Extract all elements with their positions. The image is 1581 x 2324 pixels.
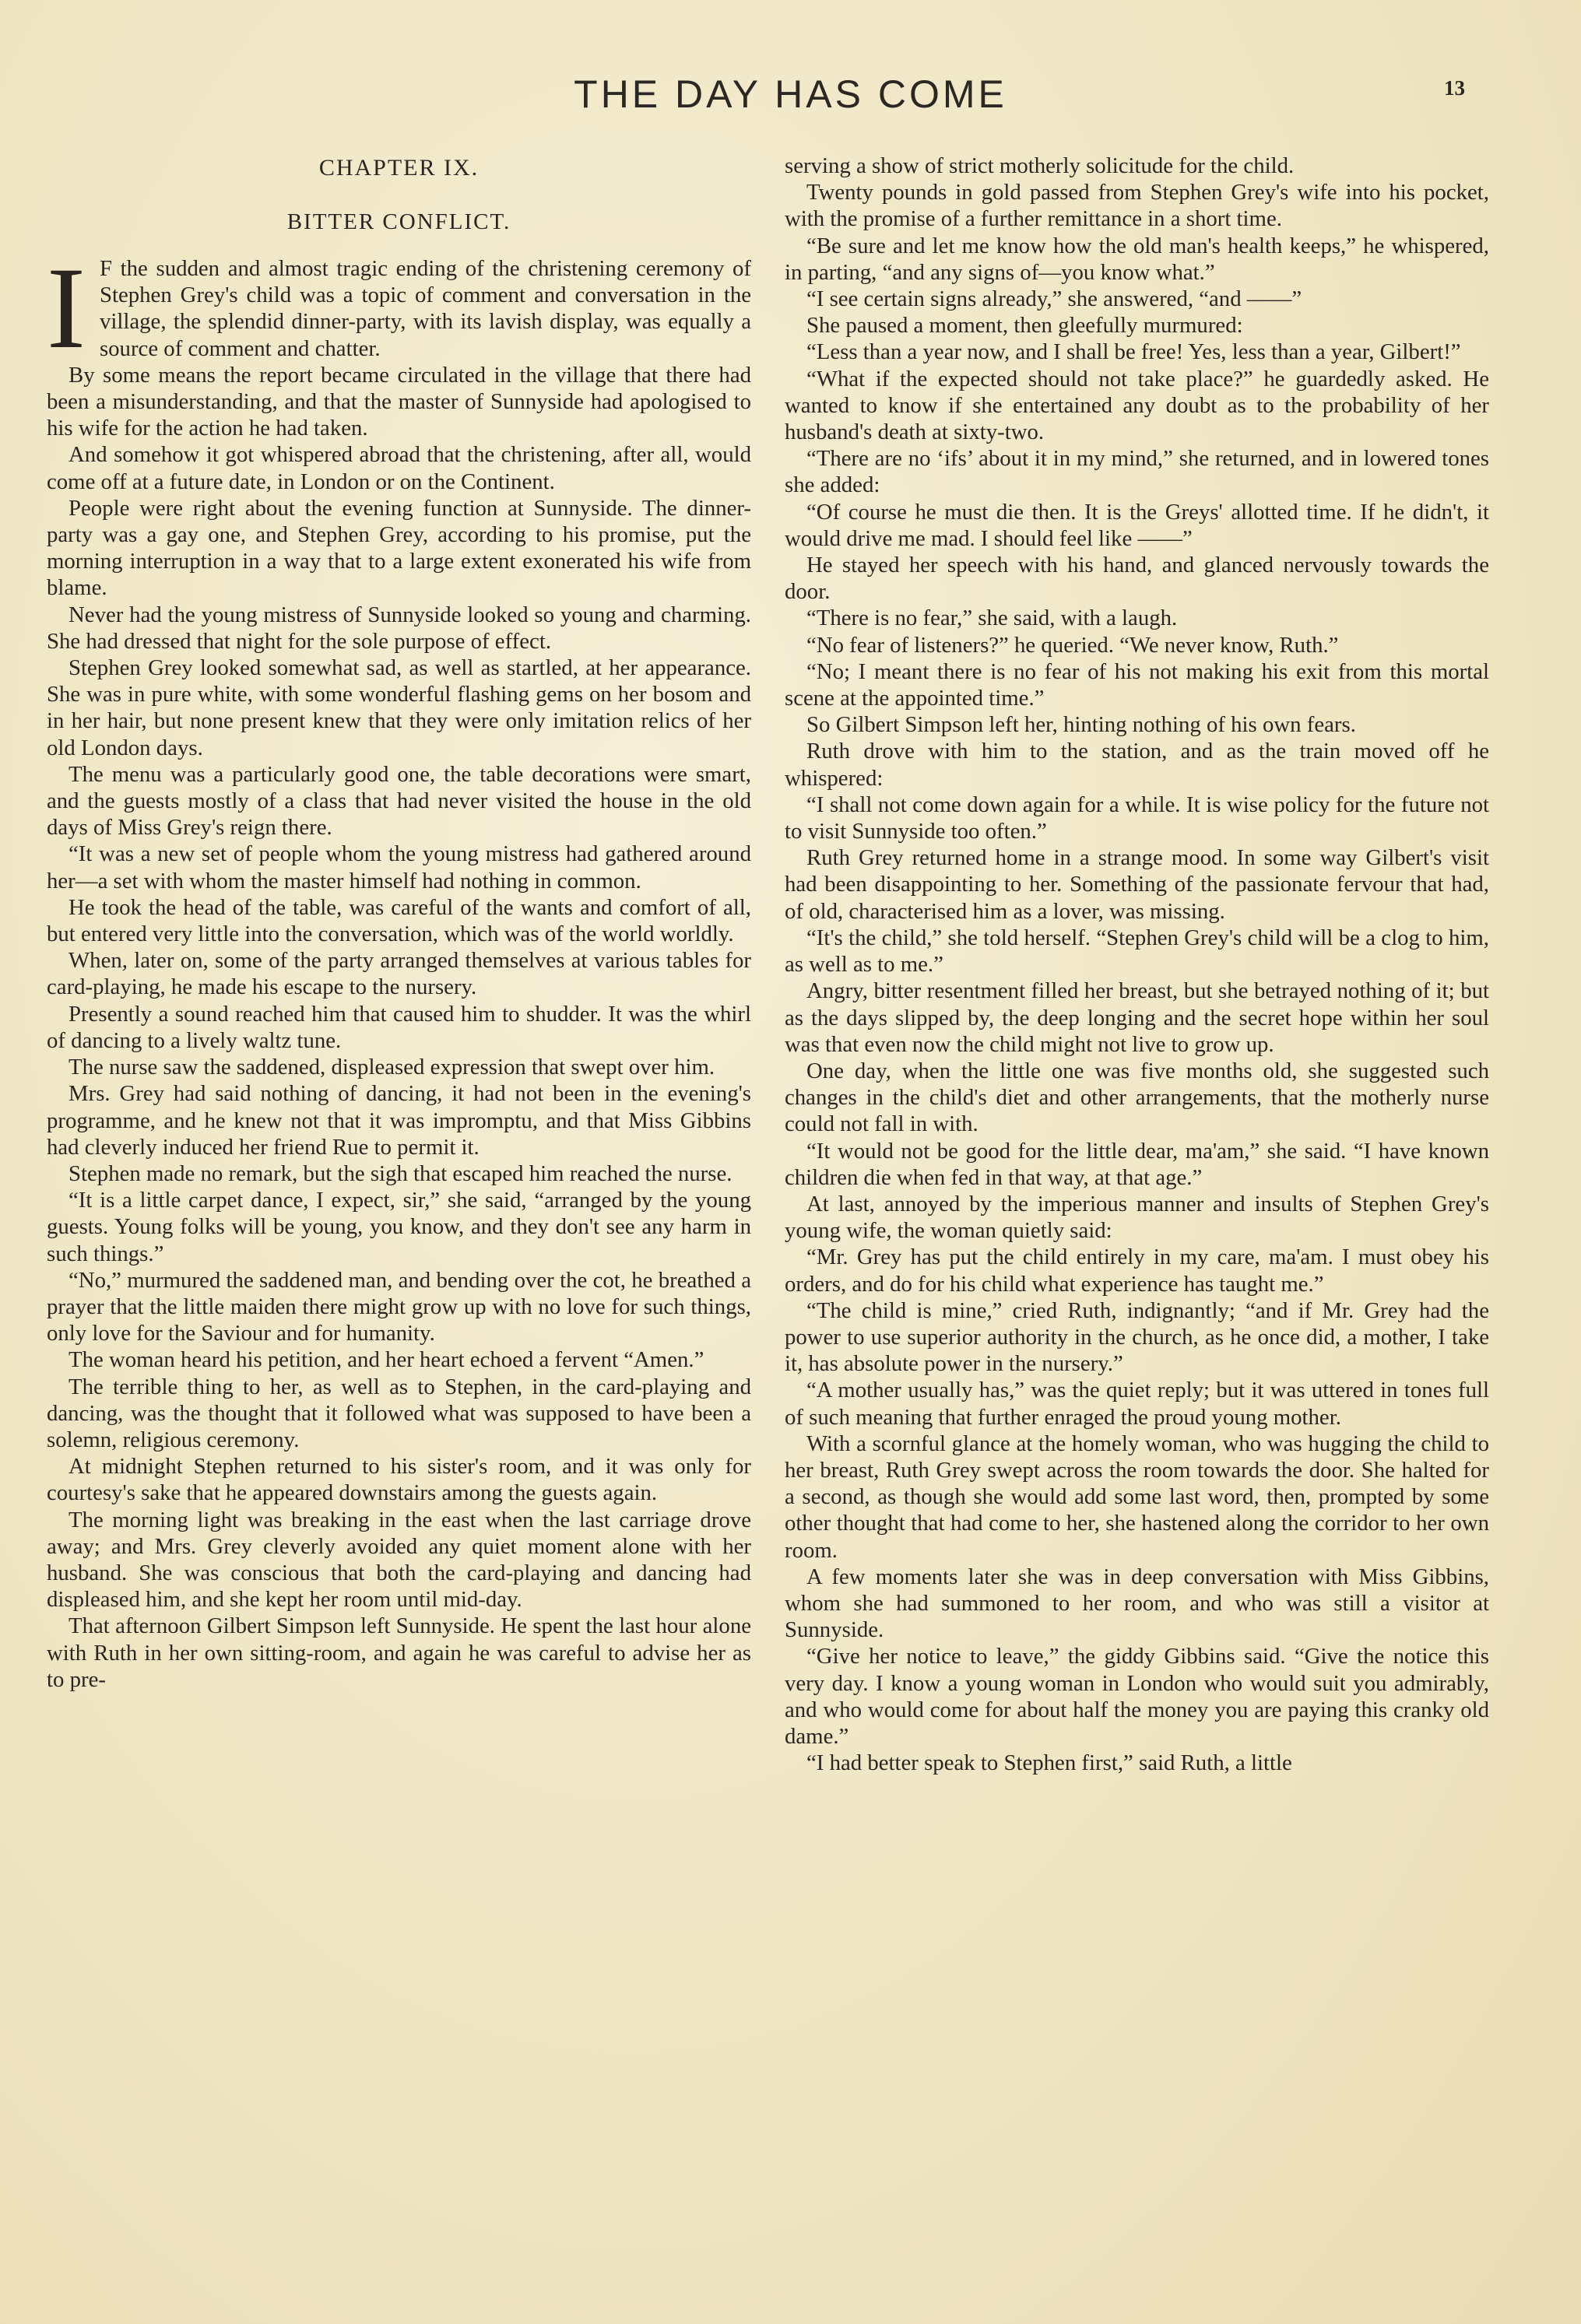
paragraph: With a scornful glance at the homely woman, who was hugging the child to her breast, Ruth Grey swept across the room towards the door. She halted for a second, as though she would add some last word, then, prompted by some other thought that had come to her, she hastened along the corridor to her own room. — [785, 1431, 1489, 1563]
left-paragraphs — [47, 362, 751, 1693]
paragraph: “There is no fear,” she said, with a laugh. — [806, 606, 1178, 631]
paragraph: “No,” murmured the saddened man, and bending over the cot, he breathed a prayer that the little maiden there might grow up with no love for such things, only love for the Saviour and for humanity. — [47, 1267, 751, 1346]
paragraph: She paused a moment, then gleefully murmured: — [806, 313, 1243, 339]
paragraph: When, later on, some of the party arranged themselves at various tables for card-playing, he made his escape to the nursery. — [47, 948, 751, 1000]
paragraph: “The child is mine,” cried Ruth, indignantly; “and if Mr. Grey had the power to use superior authority in the church, as he once did, a mother, I take it, has absolute power in the nursery.” — [785, 1297, 1489, 1377]
right-column — [785, 153, 1489, 1776]
paragraph: “What if the expected should not take place?” he guardedly asked. He wanted to know if she entertained any doubt as to the probability of her husband's death at sixty-two. — [785, 366, 1489, 445]
paragraph: The menu was a particularly good one, the table decorations were smart, and the guests mostly of a class that had never visited the house in the old days of Miss Grey's reign there. — [47, 761, 751, 841]
right-paragraphs — [785, 179, 1489, 1776]
paragraph: That afternoon Gilbert Simpson left Sunnyside. He spent the last hour alone with Ruth in her own sitting-room, and again he was careful to advise her as to pre- — [47, 1613, 751, 1692]
paragraph: Stephen made no remark, but the sigh that escaped him reached the nurse. — [69, 1160, 733, 1186]
paragraph: So Gilbert Simpson left her, hinting nothing of his own fears. — [806, 712, 1356, 738]
paragraph: Never had the young mistress of Sunnyside looked so young and charming. She had dressed that night for the sole purpose of effect. — [47, 602, 751, 654]
paragraph: “I see certain signs already,” she answered, “and ——” — [806, 286, 1302, 312]
paragraph: Ruth drove with him to the station, and as the train moved off he whispered: — [785, 739, 1489, 791]
paragraph: Twenty pounds in gold passed from Stephen Grey's wife into his pocket, with the promise of a further remittance in a short time. — [785, 180, 1489, 232]
paragraph: The woman heard his petition, and her heart echoed a fervent “Amen.” — [69, 1347, 704, 1373]
opening-paragraph — [47, 244, 751, 373]
page-number: 13 — [1444, 76, 1465, 100]
paragraph: “Give her notice to leave,” the giddy Gibbins said. “Give the notice this very day. I know a young woman in London who would suit you admirably, and who would come for about half the money you are paying this cranky old dame.” — [785, 1644, 1489, 1749]
paragraph: At midnight Stephen returned to his sister's room, and it was only for courtesy's sake that he appeared downstairs among the guests again. — [47, 1454, 751, 1506]
paragraph: Ruth Grey returned home in a strange mood. In some way Gilbert's visit had been disappointing to her. Something of the passionate fervour that had, of old, characterised him as a lover, was missing. — [785, 845, 1489, 924]
paragraph: A few moments later she was in deep conversation with Miss Gibbins, whom she had summoned to her room, and who was still a visitor at Sunnyside. — [785, 1564, 1489, 1643]
paragraph: By some means the report became circulated in the village that there had been a misunderstanding, and that the master of Sunnyside had apologised to his wife for the action he had taken. — [47, 362, 751, 441]
page-header-title: THE DAY HAS COME — [574, 72, 1007, 116]
paragraph: “It was a new set of people whom the young mistress had gathered around her—a set with whom the master himself had nothing in common. — [47, 841, 751, 893]
left-column — [47, 153, 751, 1693]
continued-paragraph: serving a show of strict motherly solicitude for the child. — [785, 153, 1295, 178]
paragraph: He took the head of the table, was careful of the wants and comfort of all, but entered very little into the conversation, which was of the world worldly. — [47, 894, 751, 947]
paragraph: People were right about the evening function at Sunnyside. The dinner-party was a gay one, and Stephen Grey, according to his promise, put the morning interruption in a way that to a large extent exonerated his wife from blame. — [47, 495, 751, 601]
paragraph: “No; I meant there is no fear of his not making his exit from this mortal scene at the appointed time.” — [785, 658, 1489, 711]
paragraph: And somehow it got whispered abroad that the christening, after all, would come off at a future date, in London or on the Continent. — [47, 442, 751, 494]
paragraph: “I shall not come down again for a while. It is wise policy for the future not to visit Sunnyside too often.” — [785, 792, 1489, 844]
paragraph: He stayed her speech with his hand, and glanced nervously towards the door. — [785, 553, 1489, 605]
paragraph: Stephen Grey looked somewhat sad, as well as startled, at her appearance. She was in pure white, with some wonderful flashing gems on her bosom and in her hair, but none present knew that they were only imitation relics of her old London days. — [47, 655, 751, 760]
paragraph: “I had better speak to Stephen first,” said Ruth, a little — [806, 1750, 1292, 1776]
paragraph: “No fear of listeners?” he queried. “We never know, Ruth.” — [806, 632, 1339, 658]
paragraph: Presently a sound reached him that caused him to shudder. It was the whirl of dancing to a lively waltz tune. — [47, 1001, 751, 1053]
paragraph: The morning light was breaking in the east when the last carriage drove away; and Mrs. Grey cleverly avoided any quiet moment alone with her husband. She was conscious that both the card-playing and dancing had displeased him, and she kept her room until mid-day. — [47, 1507, 751, 1613]
paragraph: “Of course he must die then. It is the Greys' allotted time. If he didn't, it would drive me mad. I should feel like ——” — [785, 499, 1489, 551]
paragraph: One day, when the little one was five months old, she suggested such changes in the child's diet and other arrangements, that the motherly nurse could not fall in with. — [785, 1058, 1489, 1137]
paragraph: “It's the child,” she told herself. “Stephen Grey's child will be a clog to him, as well as to me.” — [785, 925, 1489, 978]
paragraph: The nurse saw the saddened, displeased expression that swept over him. — [69, 1055, 715, 1080]
drop-cap: I — [47, 244, 86, 373]
chapter-heading: CHAPTER IX. — [318, 155, 480, 181]
paragraph: “It is a little carpet dance, I expect, sir,” she said, “arranged by the young guests. Young folks will be young, you know, and they don't see any harm in such things.” — [47, 1188, 751, 1266]
paragraph: “Less than a year now, and I shall be free! Yes, less than a year, Gilbert!” — [806, 339, 1461, 365]
paragraph: “A mother usually has,” was the quiet reply; but it was uttered in tones full of such meaning that further enraged the proud young mother. — [785, 1378, 1489, 1430]
paragraph: Mrs. Grey had said nothing of dancing, it had not been in the evening's programme, and he knew not that it was impromptu, and that Miss Gibbins had cleverly induced her friend Rue to permit it. — [47, 1081, 751, 1160]
paragraph: At last, annoyed by the imperious manner and insults of Stephen Grey's young wife, the woman quietly said: — [785, 1191, 1489, 1244]
paragraph: Angry, bitter resentment filled her breast, but she betrayed nothing of it; but as the days slipped by, the deep longing and the secret hope within her soul was that even now the child might not live to grow up. — [785, 978, 1489, 1057]
chapter-subheading: BITTER CONFLICT. — [286, 209, 511, 234]
paragraph: The terrible thing to her, as well as to Stephen, in the card-playing and dancing, was the thought that it followed what was supposed to have been a solemn, religious ceremony. — [47, 1374, 751, 1452]
paragraph: “Be sure and let me know how the old man's health keeps,” he whispered, in parting, “and any signs of—you know what.” — [785, 233, 1489, 285]
opening-paragraph-text: F the sudden and almost tragic ending of the christening ceremony of Stephen Grey's child was a topic of comment and conversation in the village, the splendid dinner-party, with its lavish display, was equally a source of comment and chatter. — [99, 256, 751, 361]
paragraph: “Mr. Grey has put the child entirely in my care, ma'am. I must obey his orders, and do for his child what experience has taught me.” — [785, 1244, 1489, 1297]
paragraph: “There are no ‘ifs’ about it in my mind,” she returned, and in lowered tones she added: — [785, 446, 1489, 498]
paragraph: “It would not be good for the little dear, ma'am,” she said. “I have known children die when fed in that way, at that age.” — [785, 1138, 1489, 1190]
